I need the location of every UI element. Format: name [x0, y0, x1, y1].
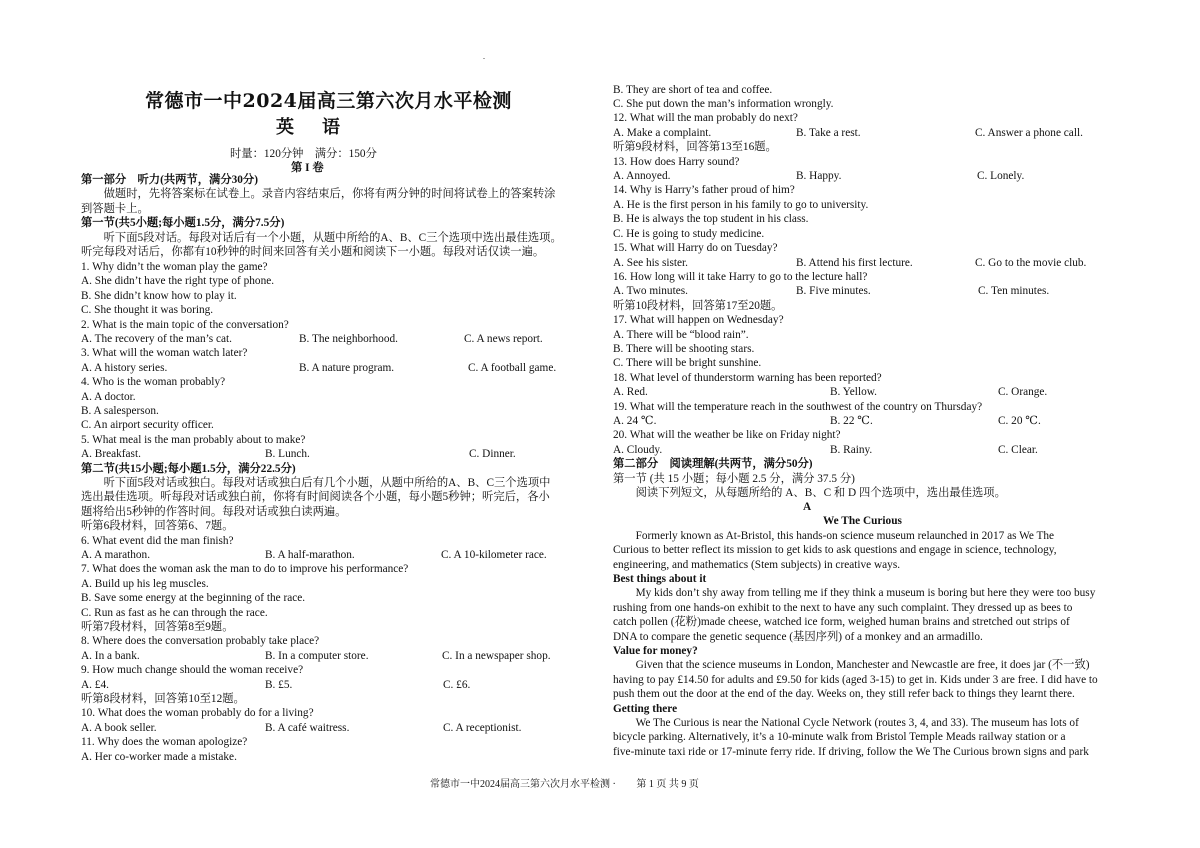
- option: B. A half-marathon.: [265, 549, 355, 561]
- option: C. An airport security officer.: [81, 419, 214, 431]
- passage-line: Curious to better reflect its mission to get kids to ask questions and engage in science, technology,: [613, 544, 1057, 556]
- section1-intro-line: 听下面5段对话。每段对话后有一个小题，从题中所给的A、B、C三个选项中选出最佳选项。: [81, 232, 562, 244]
- option: B. Lunch.: [265, 448, 310, 460]
- option: C. A news report.: [464, 333, 543, 345]
- passage-letter: A: [803, 501, 812, 513]
- page-number: 第 1 页 共 9 页: [636, 779, 699, 790]
- option: A. A book seller.: [81, 722, 157, 734]
- option: C. He is going to study medicine.: [613, 228, 765, 240]
- question: 12. What will the man probably do next?: [613, 112, 798, 124]
- option: A. See his sister.: [613, 257, 688, 269]
- question: 4. Who is the woman probably?: [81, 376, 226, 388]
- option: A. Her co-worker made a mistake.: [81, 751, 237, 763]
- option: B. A café waitress.: [265, 722, 350, 734]
- question: 2. What is the main topic of the conversation?: [81, 319, 289, 331]
- option: C. She thought it was boring.: [81, 304, 214, 316]
- passage-subheading: Best things about it: [613, 573, 707, 585]
- option: C. Ten minutes.: [978, 285, 1050, 297]
- option: C. Clear.: [998, 444, 1038, 456]
- question: 14. Why is Harry’s father proud of him?: [613, 184, 795, 196]
- option: B. 22 ℃.: [830, 415, 873, 427]
- question: 16. How long will it take Harry to go to the lecture hall?: [613, 271, 868, 283]
- option: C. Orange.: [998, 386, 1048, 398]
- section2-intro-line: 听下面5段对话或独白。每段对话或独白后有几个小题，从题中所给的A、B、C三个选项中: [81, 477, 551, 489]
- option: A. In a bank.: [81, 650, 140, 662]
- option: B. A salesperson.: [81, 405, 159, 417]
- passage-line: having to pay £14.50 for adults and £9.50 for kids (aged 3-15) to get in. Kids under 3 are free. I did have to: [613, 674, 1098, 686]
- top-dot: .: [483, 52, 485, 61]
- option: C. Dinner.: [469, 448, 516, 460]
- passage-subheading: Getting there: [613, 703, 678, 715]
- passage-subheading: Value for money?: [613, 645, 698, 657]
- option: C. Run as fast as he can through the race.: [81, 607, 268, 619]
- option: B. Five minutes.: [796, 285, 871, 297]
- question: 10. What does the woman probably do for a living?: [81, 707, 314, 719]
- part2-intro: 阅读下列短文，从每题所给的 A、B、C 和 D 四个选项中，选出最佳选项。: [613, 487, 1006, 499]
- question: 3. What will the woman watch later?: [81, 347, 248, 359]
- question: 20. What will the weather be like on Friday night?: [613, 429, 841, 441]
- question: 9. How much change should the woman receive?: [81, 664, 304, 676]
- option: A. Red.: [613, 386, 648, 398]
- material-label: 听第6段材料，回答第6、7题。: [81, 520, 234, 532]
- option: B. Take a rest.: [796, 127, 861, 139]
- passage-line: We The Curious is near the National Cycle Network (routes 3, 4, and 33). The museum has lots of: [613, 717, 1079, 729]
- option: B. £5.: [265, 679, 293, 691]
- section2-intro-line: 题将给出5秒钟的作答时间。每段对话或独白读两遍。: [81, 506, 347, 518]
- passage-line: five-minute taxi ride or 17-minute ferry ride. If driving, follow the We The Curious brown signs and park: [613, 746, 1089, 758]
- option: C. A 10-kilometer race.: [441, 549, 547, 561]
- section1-intro-line: 听完每段对话后，你都有10秒钟的时间来回答有关小题和阅读下一小题。每段对话仅读一遍。: [81, 246, 545, 258]
- question: 18. What level of thunderstorm warning has been reported?: [613, 372, 882, 384]
- option: A. Annoyed.: [613, 170, 671, 182]
- option: C. Lonely.: [977, 170, 1025, 182]
- option: A. A marathon.: [81, 549, 151, 561]
- part1-heading: 第一部分 听力(共两节，满分30分): [81, 174, 258, 186]
- question: 1. Why didn’t the woman play the game?: [81, 261, 268, 273]
- passage-line: Given that the science museums in London, Manchester and Newcastle are free, it does jar (不一致): [613, 659, 1090, 671]
- exam-title: 常德市一中2024届高三第六次月水平检测: [145, 90, 512, 112]
- question: 15. What will Harry do on Tuesday?: [613, 242, 778, 254]
- option: A. He is the first person in his family to go to university.: [613, 199, 869, 211]
- part2-heading: 第二部分 阅读理解(共两节，满分50分): [613, 458, 813, 470]
- passage-line: engineering, and mathematics (Stem subjects) in creative ways.: [613, 559, 901, 571]
- option: C. Answer a phone call.: [975, 127, 1083, 139]
- question: 13. How does Harry sound?: [613, 156, 740, 168]
- question: 7. What does the woman ask the man to do to improve his performance?: [81, 563, 409, 575]
- option: A. Make a complaint.: [613, 127, 712, 139]
- option: A. The recovery of the man’s cat.: [81, 333, 232, 345]
- passage-line: DNA to compare the genetic sequence (基因序列) of a monkey and an armadillo.: [613, 631, 983, 643]
- option: B. In a computer store.: [265, 650, 369, 662]
- part1-intro-line: 到答题卡上。: [81, 203, 149, 215]
- question: 8. Where does the conversation probably take place?: [81, 635, 320, 647]
- option: B. Happy.: [796, 170, 842, 182]
- option: A. 24 ℃.: [613, 415, 657, 427]
- question: 11. Why does the woman apologize?: [81, 736, 248, 748]
- option: A. She didn’t have the right type of phone.: [81, 275, 275, 287]
- passage-line: rushing from one hands-on exhibit to the next to have any such complaint. They dressed up as bees to: [613, 602, 1073, 614]
- option: A. A doctor.: [81, 391, 136, 403]
- option: B. Rainy.: [830, 444, 873, 456]
- section2-intro-line: 选出最佳选项。听每段对话或独白前，你将有时间阅读各个小题，每小题5秒钟；听完后，各小: [81, 491, 550, 503]
- material-label: 听第10段材料，回答第17至20题。: [613, 300, 783, 312]
- option: A. A history series.: [81, 362, 168, 374]
- material-label: 听第8段材料，回答第10至12题。: [81, 693, 245, 705]
- passage-line: My kids don’t shy away from telling me if they think a museum is boring but here they were too busy: [613, 587, 1096, 599]
- option: A. Breakfast.: [81, 448, 141, 460]
- option: B. Attend his first lecture.: [796, 257, 913, 269]
- passage-line: bicycle parking. Alternatively, it’s a 10-minute walk from Bristol Temple Meads railway station or a: [613, 731, 1066, 743]
- footer-title: 常德市一中2024届高三第六次月水平检测 ·: [430, 779, 616, 790]
- subject-title: 英语: [276, 117, 368, 138]
- option: B. A nature program.: [299, 362, 395, 374]
- option: A. Build up his leg muscles.: [81, 578, 209, 590]
- option: B. He is always the top student in his class.: [613, 213, 809, 225]
- question: 6. What event did the man finish?: [81, 535, 234, 547]
- volume-label: 第 I 卷: [291, 162, 324, 174]
- part2-section1: 第一节 (共 15 小题；每小题 2.5 分，满分 37.5 分): [613, 473, 855, 485]
- option: A. Cloudy.: [613, 444, 663, 456]
- question: 19. What will the temperature reach in the southwest of the country on Thursday?: [613, 401, 983, 413]
- option: C. £6.: [443, 679, 471, 691]
- option: C. 20 ℃.: [998, 415, 1041, 427]
- time-score: 时量：120分钟 满分：150分: [230, 148, 377, 160]
- option: C. In a newspaper shop.: [442, 650, 551, 662]
- option: B. Save some energy at the beginning of the race.: [81, 592, 306, 604]
- page-footer: [430, 775, 717, 790]
- option: B. They are short of tea and coffee.: [613, 84, 773, 96]
- option: C. A football game.: [468, 362, 557, 374]
- question: 5. What meal is the man probably about to make?: [81, 434, 306, 446]
- section1-heading: 第一节(共5小题;每小题1.5分，满分7.5分): [81, 217, 285, 229]
- option: C. A receptionist.: [443, 722, 522, 734]
- option: C. She put down the man’s information wrongly.: [613, 98, 834, 110]
- option: C. Go to the movie club.: [975, 257, 1087, 269]
- option: A. £4.: [81, 679, 109, 691]
- option: B. The neighborhood.: [299, 333, 398, 345]
- option: B. Yellow.: [830, 386, 877, 398]
- passage-line: push them out the door at the end of the day. Weeks on, they still refer back to things they learnt there.: [613, 688, 1075, 700]
- passage-line: Formerly known as At-Bristol, this hands-on science museum relaunched in 2017 as We The: [613, 530, 1055, 542]
- option: B. She didn’t know how to play it.: [81, 290, 237, 302]
- passage-title: We The Curious: [823, 515, 902, 527]
- material-label: 听第7段材料，回答第8至9题。: [81, 621, 234, 633]
- option: C. There will be bright sunshine.: [613, 357, 762, 369]
- passage-line: catch pollen (花粉)made cheese, watched ice form, weighed human brains and stretched out strips of: [613, 616, 1070, 628]
- option: A. Two minutes.: [613, 285, 688, 297]
- option: A. There will be “blood rain”.: [613, 329, 749, 341]
- part1-intro-line: 做题时，先将答案标在试卷上。录音内容结束后，你将有两分钟的时间将试卷上的答案转涂: [81, 188, 556, 200]
- option: B. There will be shooting stars.: [613, 343, 755, 355]
- material-label: 听第9段材料，回答第13至16题。: [613, 141, 777, 153]
- section2-heading: 第二节(共15小题;每小题1.5分，满分22.5分): [81, 463, 296, 475]
- question: 17. What will happen on Wednesday?: [613, 314, 784, 326]
